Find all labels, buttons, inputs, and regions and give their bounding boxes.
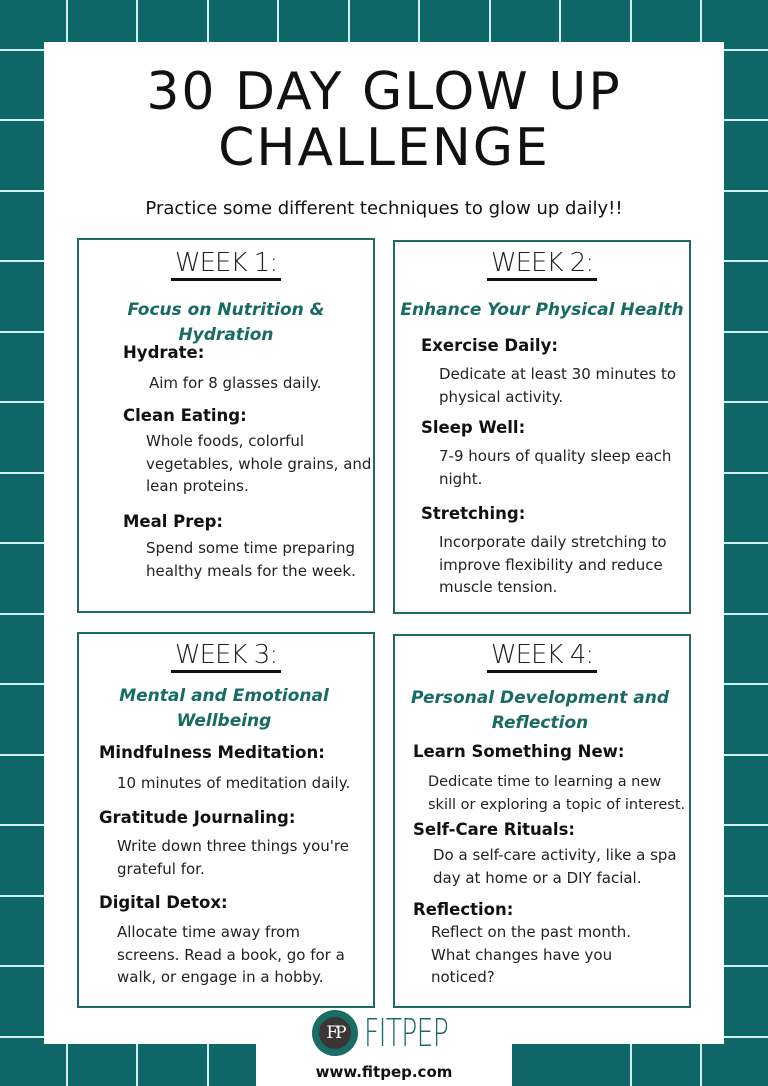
week-1-focus: Focus on Nutrition & Hydration — [127, 300, 325, 345]
logo-badge-icon — [312, 1010, 358, 1056]
week-4-focus: Personal Development and Reflection — [410, 688, 670, 733]
week-2-focus: Enhance Your Physical Health — [400, 300, 684, 320]
item-title: Mindfulness Meditation: — [99, 743, 325, 762]
item-desc: Allocate time away from screens. Read a book, go for a walk, or engage in a hobby. — [117, 923, 345, 986]
week-1-label: WEEK 1: — [79, 248, 373, 278]
subtitle: Practice some different techniques to glow up daily!! — [145, 198, 623, 219]
item-desc: 10 minutes of meditation daily. — [117, 774, 351, 792]
item-desc: Do a self-care activity, like a spa day at home or a DIY facial. — [433, 846, 677, 887]
item-title: Self-Care Rituals: — [413, 820, 575, 839]
week-2-card — [393, 240, 691, 614]
week-3-focus: Mental and Emotional Wellbeing — [119, 686, 329, 731]
item-desc: Whole foods, colorful vegetables, whole grains, and lean proteins. — [146, 432, 372, 495]
item-title: Clean Eating: — [123, 406, 247, 425]
week-1-card — [77, 238, 375, 613]
item-desc: Spend some time preparing healthy meals for the week. — [146, 539, 356, 580]
week-4-label: WEEK 4: — [395, 640, 689, 670]
item-desc: Write down three things you're grateful for. — [117, 837, 349, 878]
item-title: Gratitude Journaling: — [99, 808, 296, 827]
logo-monogram: FP — [317, 1015, 353, 1051]
item-title: Reflection: — [413, 900, 514, 919]
item-title: Digital Detox: — [99, 893, 228, 912]
item-desc: Reflect on the past month. What changes have you noticed? — [431, 923, 632, 986]
item-desc: Aim for 8 glasses daily. — [149, 374, 322, 392]
title-line-2: CHALLENGE — [218, 118, 550, 178]
item-desc: Dedicate time to learning a new skill or exploring a topic of interest. — [428, 774, 686, 813]
item-title: Sleep Well: — [421, 418, 526, 437]
item-desc: Incorporate daily stretching to improve flexibility and reduce muscle tension. — [439, 533, 667, 596]
week-3-label: WEEK 3: — [79, 640, 373, 670]
week-3-card — [77, 632, 375, 1008]
item-title: Exercise Daily: — [421, 336, 558, 355]
item-title: Meal Prep: — [123, 512, 223, 531]
item-desc: Dedicate at least 30 minutes to physical activity. — [439, 365, 677, 406]
week-2-label: WEEK 2: — [395, 248, 689, 278]
website-url[interactable]: www.fitpep.com — [315, 1063, 453, 1081]
brand-name: FITPEP — [364, 1011, 449, 1055]
item-title: Learn Something New: — [413, 742, 625, 761]
week-4-card — [393, 634, 691, 1008]
item-desc: 7-9 hours of quality sleep each night. — [439, 447, 672, 488]
fitpep-logo — [312, 1010, 484, 1056]
item-title: Stretching: — [421, 504, 526, 523]
title-line-1: 30 DAY GLOW UP — [146, 62, 622, 122]
item-title: Hydrate: — [123, 343, 205, 362]
